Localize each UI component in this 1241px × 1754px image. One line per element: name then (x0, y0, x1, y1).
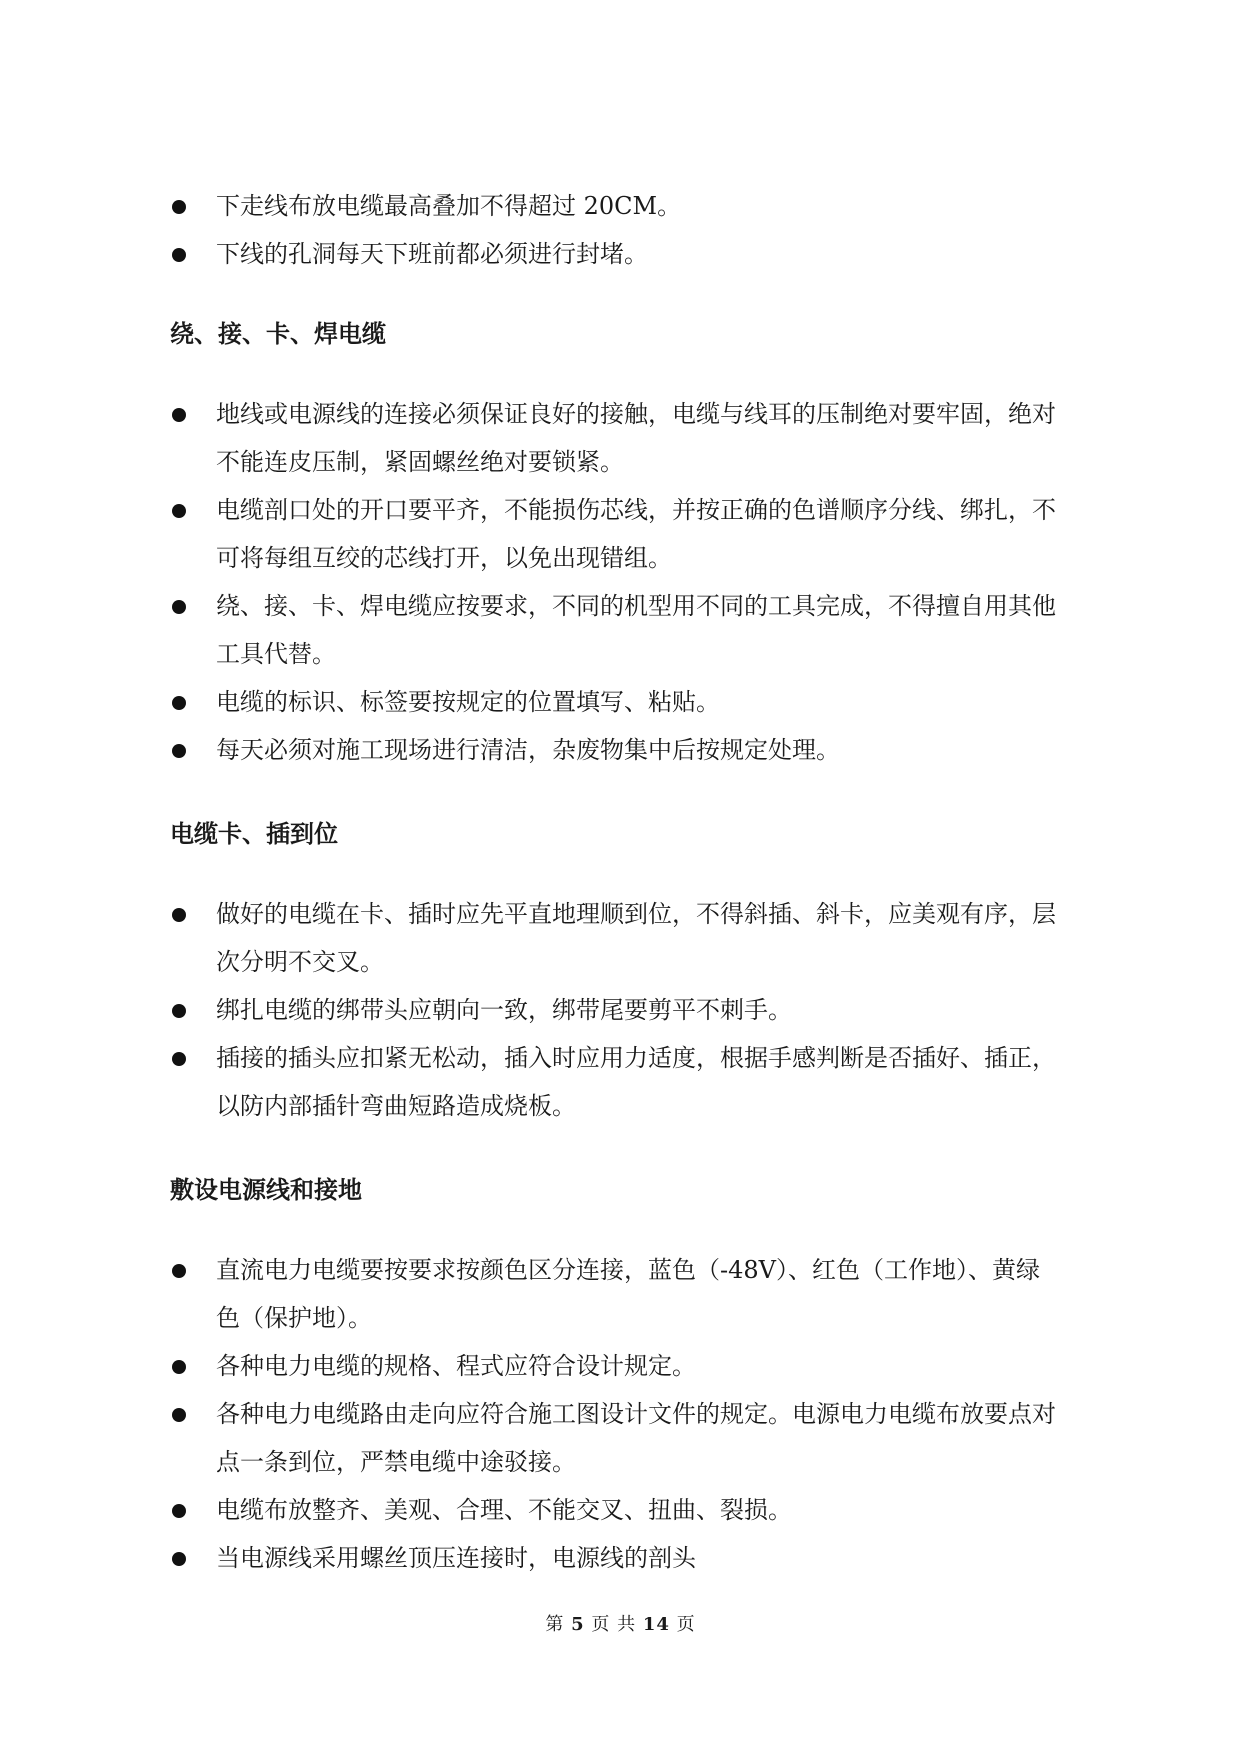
list-item: 地线或电源线的连接必须保证良好的接触，电缆与线耳的压制绝对要牢固，绝对不能连皮压制，紧固螺丝绝对要锁紧。 (170, 390, 1060, 486)
bullet-icon (172, 1264, 186, 1278)
bullet-list (170, 890, 1060, 1130)
footer-suffix: 页 (676, 1614, 696, 1635)
section-heading: 电缆卡、插到位 (170, 820, 338, 848)
bullet-list (170, 390, 1060, 774)
footer-middle: 页 共 (591, 1614, 637, 1635)
page-footer (0, 1610, 1241, 1636)
bullet-list (170, 1246, 1060, 1582)
bullet-icon (172, 1504, 186, 1518)
list-item: 电缆的标识、标签要按规定的位置填写、粘贴。 (170, 678, 1060, 726)
list-item: 每天必须对施工现场进行清洁，杂废物集中后按规定处理。 (170, 726, 1060, 774)
list-item: 当电源线采用螺丝顶压连接时，电源线的剖头 (170, 1534, 1060, 1582)
section-heading: 绕、接、卡、焊电缆 (170, 320, 386, 348)
bullet-icon (172, 248, 186, 262)
bullet-icon (172, 1552, 186, 1566)
list-item: 绕、接、卡、焊电缆应按要求，不同的机型用不同的工具完成，不得擅自用其他工具代替。 (170, 582, 1060, 678)
bullet-icon (172, 744, 186, 758)
bullet-icon (172, 1408, 186, 1422)
list-item: 插接的插头应扣紧无松动，插入时应用力适度，根据手感判断是否插好、插正，以防内部插针弯曲短路造成烧板。 (170, 1034, 1060, 1130)
bullet-icon (172, 1360, 186, 1374)
footer-prefix: 第 (545, 1614, 565, 1635)
bullet-icon (172, 1004, 186, 1018)
list-item: 各种电力电缆的规格、程式应符合设计规定。 (170, 1342, 1060, 1390)
bullet-icon (172, 408, 186, 422)
list-item: 电缆布放整齐、美观、合理、不能交叉、扭曲、裂损。 (170, 1486, 1060, 1534)
bullet-icon (172, 908, 186, 922)
list-item: 各种电力电缆路由走向应符合施工图设计文件的规定。电源电力电缆布放要点对点一条到位，严禁电缆中途驳接。 (170, 1390, 1060, 1486)
bullet-icon (172, 200, 186, 214)
current-page-number: 5 (571, 1614, 585, 1635)
document-body (170, 182, 1060, 1582)
section-heading: 敷设电源线和接地 (170, 1176, 362, 1204)
bullet-icon (172, 1052, 186, 1066)
list-item: 绑扎电缆的绑带头应朝向一致，绑带尾要剪平不刺手。 (170, 986, 1060, 1034)
list-item: 下走线布放电缆最高叠加不得超过 20CM。 (170, 182, 1060, 230)
total-page-count: 14 (642, 1614, 670, 1635)
bullet-icon (172, 504, 186, 518)
list-item: 做好的电缆在卡、插时应先平直地理顺到位，不得斜插、斜卡，应美观有序，层次分明不交叉。 (170, 890, 1060, 986)
bullet-list (170, 182, 1060, 278)
bullet-icon (172, 696, 186, 710)
bullet-icon (172, 600, 186, 614)
list-item: 电缆剖口处的开口要平齐，不能损伤芯线，并按正确的色谱顺序分线、绑扎，不可将每组互绞的芯线打开，以免出现错组。 (170, 486, 1060, 582)
list-item: 直流电力电缆要按要求按颜色区分连接，蓝色（-48V）、红色（工作地）、黄绿色（保护地）。 (170, 1246, 1060, 1342)
list-item: 下线的孔洞每天下班前都必须进行封堵。 (170, 230, 1060, 278)
